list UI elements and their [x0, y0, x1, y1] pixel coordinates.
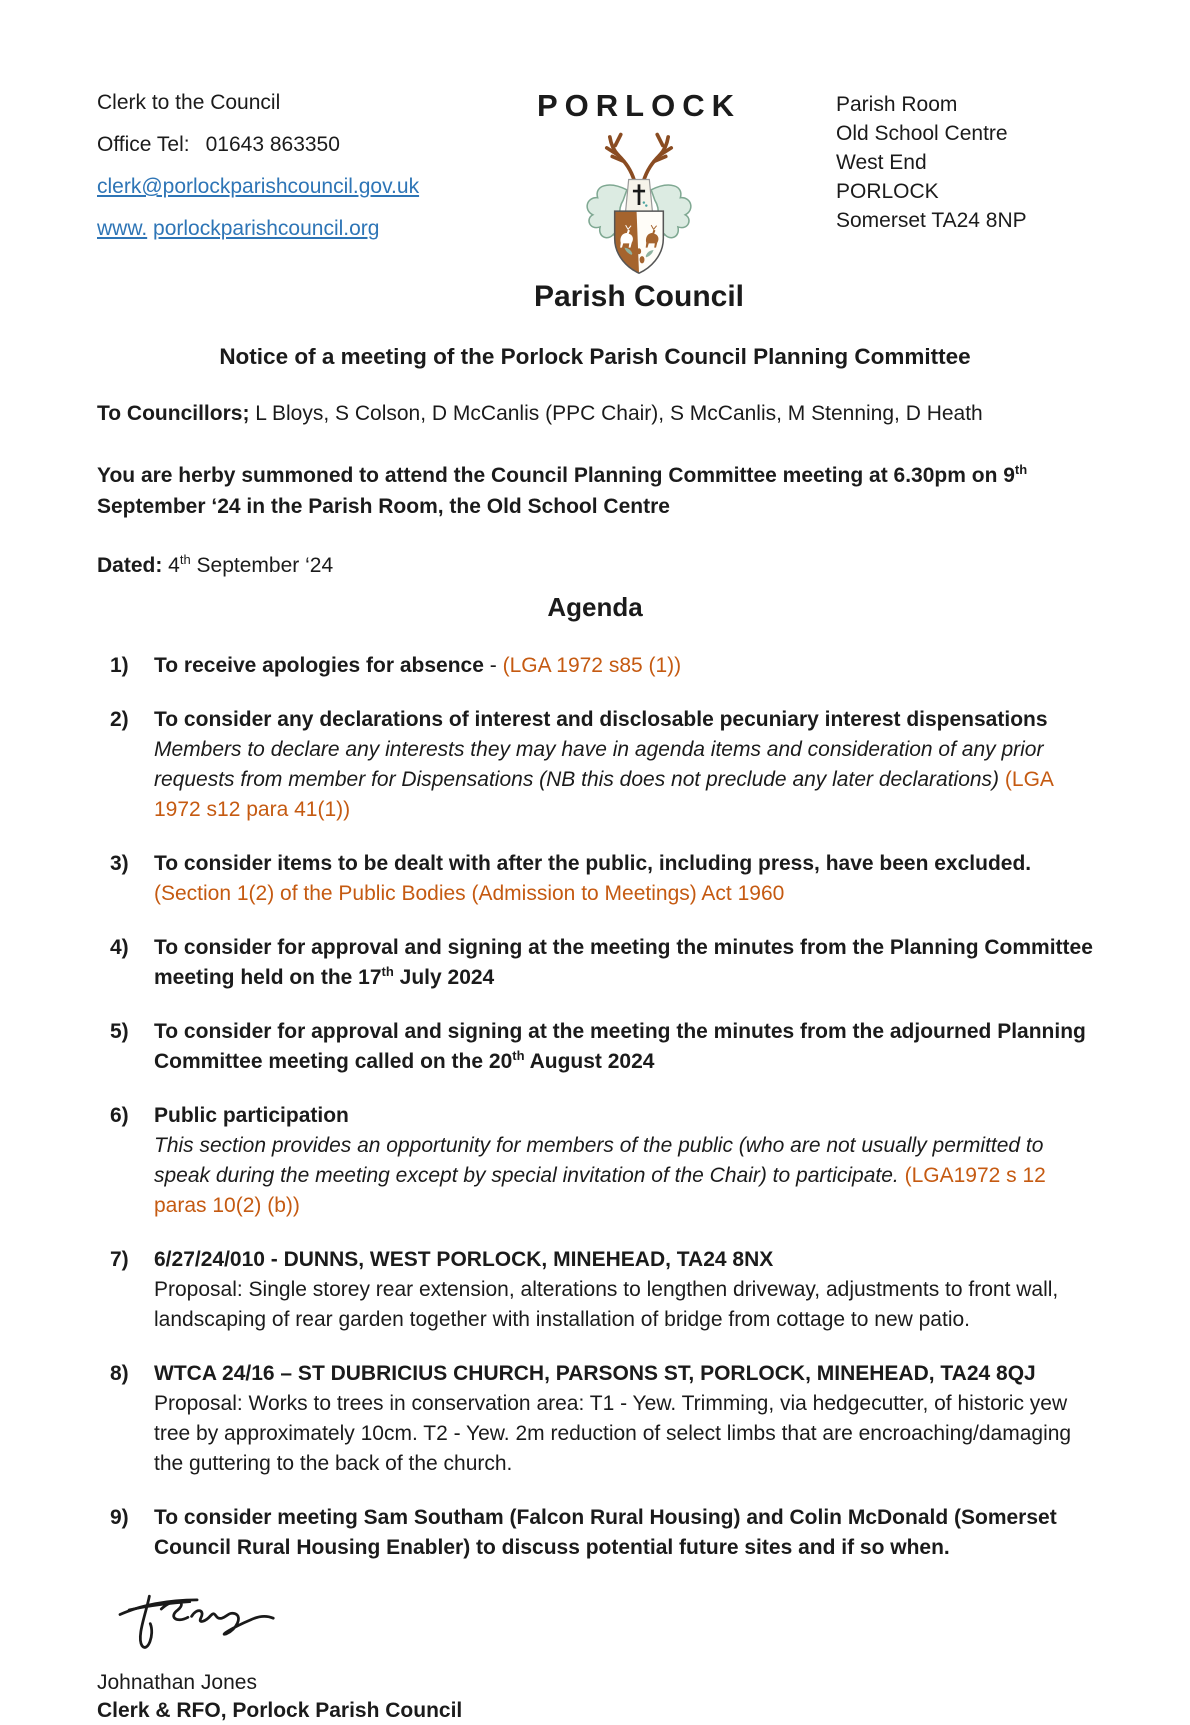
- agenda-item-separator: -: [483, 654, 503, 677]
- agenda-item-7: [110, 1245, 1095, 1335]
- clerk-line: Clerk to the Council: [97, 91, 281, 114]
- statute-reference: (LGA 1972 s85 (1)): [502, 654, 682, 677]
- signatory-title: Clerk & RFO, Porlock Parish Council: [97, 1699, 463, 1722]
- document-header: [0, 0, 1190, 314]
- ordinal-suffix: th: [381, 964, 394, 979]
- agenda-item-detail: This section provides an opportunity for members of the public (who are not usually permitted to speak during the meeting except by special invitation of the Chair) to participate.: [154, 1134, 1044, 1187]
- statute-reference: (LGA1972 s 12 paras 10(2) (b)): [154, 1164, 1046, 1217]
- address-line: Parish Room: [836, 93, 958, 116]
- dated-label: Dated:: [97, 554, 163, 577]
- notice-title: Notice of a meeting of the Porlock Parish Council Planning Committee: [219, 344, 971, 369]
- signature-block: [97, 1587, 1095, 1725]
- signature-scrawl-icon: [103, 1587, 293, 1665]
- agenda-item-8: [110, 1359, 1095, 1479]
- summons-paragraph: You are herby summoned to attend the Council Planning Committee meeting at 6.30pm on 9th September ‘24 in the Parish Room, the Old School Centre: [97, 462, 1028, 518]
- tel-label: Office Tel:: [97, 133, 190, 156]
- agenda-item-number: 2): [110, 708, 129, 731]
- agenda-item-1: [110, 651, 1095, 681]
- agenda-heading: Agenda: [547, 592, 643, 622]
- website-prefix-link[interactable]: www.: [97, 217, 148, 240]
- org-name: PORLOCK: [537, 88, 741, 123]
- agenda-item-2: [110, 705, 1095, 825]
- agenda-item-title: 6/27/24/010 - DUNNS, WEST PORLOCK, MINEHEAD, TA24 8NX: [154, 1248, 774, 1271]
- ordinal-suffix: th: [1014, 462, 1028, 477]
- councillors-names: L Bloys, S Colson, D McCanlis (PPC Chair), S McCanlis, M Stenning, D Heath: [249, 402, 983, 425]
- councillors-label: To Councillors;: [97, 402, 250, 425]
- agenda-item-detail: Proposal: Single storey rear extension, alterations to lengthen driveway, adjustments to front wall, landscaping of rear garden together with installation of bridge from cottage to new patio.: [154, 1278, 1059, 1331]
- agenda-item-title: To receive apologies for absence: [154, 654, 484, 677]
- agenda-item-6: [110, 1101, 1095, 1221]
- agenda-item-title: WTCA 24/16 – ST DUBRICIUS CHURCH, PARSONS ST, PORLOCK, MINEHEAD, TA24 8QJ: [154, 1362, 1036, 1385]
- council-identity: [442, 88, 836, 314]
- councillors-line: [97, 400, 1095, 428]
- agenda-item-title: To consider for approval and signing at the meeting the minutes from the Planning Committee meeting held on the 17th July 2024: [154, 936, 1093, 989]
- address-line: PORLOCK: [836, 180, 939, 203]
- agenda-item-number: 3): [110, 852, 129, 875]
- tel-number: 01643 863350: [205, 133, 340, 156]
- agenda-item-number: 5): [110, 1020, 129, 1043]
- ordinal-suffix: th: [512, 1048, 525, 1063]
- signatory-name: Johnathan Jones: [97, 1671, 257, 1694]
- agenda-item-9: [110, 1503, 1095, 1563]
- clerk-contact-block: [97, 90, 442, 314]
- email-link[interactable]: clerk@porlockparishcouncil.gov.uk: [97, 175, 420, 198]
- ordinal-suffix: th: [179, 552, 191, 567]
- agenda-item-number: 1): [110, 654, 129, 677]
- address-block: [836, 90, 1098, 314]
- agenda-item-detail: Proposal: Works to trees in conservation area: T1 - Yew. Trimming, via hedgecutter, of historic yew tree by approximately 10cm. T2 - Yew. 2m reduction of select limbs that are encroaching/damaging the guttering to the back of the church.: [154, 1392, 1072, 1475]
- dated-line: Dated: 4th September ‘24: [97, 552, 334, 577]
- website-line: [97, 216, 442, 241]
- org-subtitle: Parish Council: [533, 280, 745, 313]
- office-tel-line: [97, 132, 442, 157]
- agenda-item-title: Public participation: [154, 1104, 349, 1127]
- agenda-item-4: [110, 933, 1095, 993]
- agenda-item-3: [110, 849, 1095, 909]
- agenda-list: [110, 651, 1095, 1563]
- email-line: [97, 174, 442, 199]
- agenda-item-number: 4): [110, 936, 129, 959]
- agenda-item-number: 9): [110, 1506, 129, 1529]
- address-line: Somerset TA24 8NP: [836, 209, 1027, 232]
- agenda-item-number: 6): [110, 1104, 129, 1127]
- agenda-item-number: 7): [110, 1248, 129, 1271]
- porlock-crest-icon: [564, 126, 714, 278]
- agenda-item-title: To consider meeting Sam Southam (Falcon Rural Housing) and Colin McDonald (Somerset Council Rural Housing Enabler) to discuss potential future sites and if so when.: [154, 1506, 1057, 1559]
- website-link[interactable]: porlockparishcouncil.org: [153, 217, 380, 240]
- statute-reference: (Section 1(2) of the Public Bodies (Admission to Meetings) Act 1960: [154, 882, 785, 905]
- agenda-item-title: To consider any declarations of interest and disclosable pecuniary interest dispensations: [154, 708, 1048, 731]
- address-line: West End: [836, 151, 927, 174]
- statute-reference: (LGA 1972 s12 para 41(1)): [154, 768, 1053, 821]
- agenda-item-title: To consider items to be dealt with after the public, including press, have been excluded.: [154, 852, 1032, 875]
- agenda-item-detail: Members to declare any interests they may have in agenda items and consideration of any prior requests from member for Dispensations (NB this does not preclude any later declarations): [154, 738, 1044, 791]
- agenda-item-number: 8): [110, 1362, 129, 1385]
- agenda-item-5: [110, 1017, 1095, 1077]
- agenda-item-title: To consider for approval and signing at the meeting the minutes from the adjourned Planning Committee meeting called on the 20th August 2024: [154, 1020, 1086, 1073]
- address-line: Old School Centre: [836, 122, 1008, 145]
